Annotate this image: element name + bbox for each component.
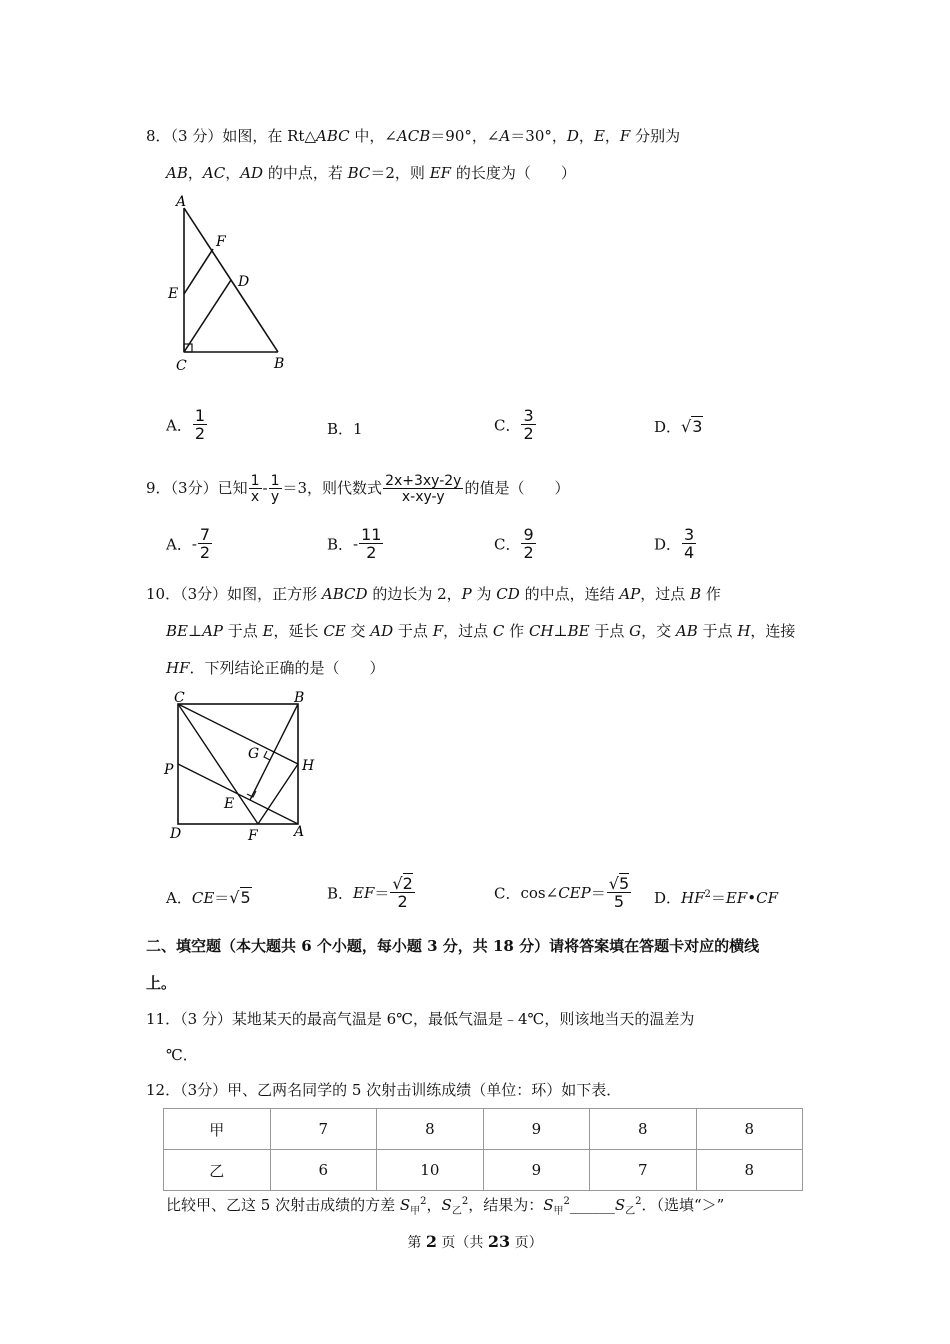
table-cell: 8: [377, 1109, 484, 1150]
q8-option-b: B．1: [327, 420, 363, 438]
q10-option-b: B．EF＝ $\frac{√2}{2}$: [327, 874, 413, 911]
q9-option-c: C． $\frac{9}{2}$: [494, 525, 534, 562]
q8-option-a: A． $\frac{1}{2}$: [166, 406, 206, 443]
table-cell: 7: [590, 1150, 696, 1191]
table-cell: 9: [483, 1109, 589, 1150]
q10-option-c: C．cos∠CEP＝ $\frac{√5}{5}$: [494, 874, 630, 911]
q10-label-B: B: [294, 690, 305, 706]
q9-option-a: A．- $\frac{7}{2}$: [166, 525, 211, 562]
table-row: [164, 1150, 803, 1191]
q10-label-P: P: [164, 762, 174, 778]
table-row: [164, 1109, 803, 1150]
q11-line-1: 11．（3 分）某地某天的最高气温是 6℃，最低气温是﹣4℃，则该地当天的温差为: [146, 1010, 695, 1028]
q10-line-3: HF．下列结论正确的是（ ）: [166, 659, 385, 677]
table-cell: 6: [270, 1150, 376, 1191]
q11-line-2: ℃．: [166, 1046, 198, 1064]
q8-label-E: E: [168, 286, 179, 302]
q8-line-2: AB，AC，AD 的中点，若 BC＝2，则 EF 的长度为（ ）: [166, 164, 576, 182]
q9-stem: 9．（3分）已知 $\frac{1}{x}$ - $\frac{1}{y}$ ＝3，则代数式 $\frac{2x+3xy-2y}{x-xy-y}$ 的值是（ ）: [146, 473, 570, 505]
q8-label-A: A: [176, 194, 187, 210]
q8-label-D: D: [238, 274, 250, 290]
q9-option-d: D． $\frac{3}{4}$: [654, 525, 695, 562]
q10-label-G: G: [248, 746, 260, 762]
q10-line-1: 10．（3分）如图，正方形 ABCD 的边长为 2，P 为 CD 的中点，连结 AP，过点 B 作: [146, 585, 721, 603]
q8-label-F: F: [216, 234, 226, 250]
q10-label-A: A: [294, 824, 305, 840]
q10-line-2: BE⊥AP 于点 E，延长 CE 交 AD 于点 F，过点 C 作 CH⊥BE 于点 G，交 AB 于点 H，连接: [166, 622, 796, 640]
q10-label-H: H: [302, 758, 315, 774]
table-cell: 8: [696, 1150, 802, 1191]
q8-line-1: 8．（3 分）如图，在 Rt△ABC 中，∠ACB＝90°，∠A＝30°，D，E，F 分别为: [146, 127, 681, 145]
page-number: 2: [425, 1232, 437, 1251]
q10-option-a: A．CE＝√5: [166, 888, 251, 907]
q10-label-D: D: [170, 826, 182, 842]
q10-square-figure: [160, 686, 330, 846]
page-total: 23: [487, 1232, 511, 1251]
q8-label-B: B: [274, 356, 285, 372]
answer-blank[interactable]: ______: [569, 1196, 615, 1214]
section-2-heading-line-2: 上。: [146, 974, 177, 992]
q8-option-c: C． $\frac{3}{2}$: [494, 406, 534, 443]
q12-line-2: 比较甲、乙这 5 次射击成绩的方差 $S_甲^2$，$S_乙^2$，结果为：$S_甲^2\_\_\_\_\_\_S_乙^2$．（选填“＞”: [166, 1196, 725, 1217]
q8-label-C: C: [176, 358, 187, 374]
table-cell: 8: [696, 1109, 802, 1150]
table-cell: 9: [483, 1150, 589, 1191]
q10-label-C: C: [174, 690, 185, 706]
table-cell: 乙: [164, 1150, 271, 1191]
q10-label-F: F: [248, 828, 258, 844]
q12-score-table: [163, 1108, 803, 1191]
q10-label-E: E: [224, 796, 235, 812]
q10-option-d: D．$HF^2=EF•CF$: [654, 889, 779, 907]
table-cell: 甲: [164, 1109, 271, 1150]
page-footer: 第 2 页（共 23 页）: [407, 1232, 543, 1251]
table-cell: 8: [590, 1109, 696, 1150]
table-cell: 7: [270, 1109, 376, 1150]
q12-line-1: 12．（3分）甲、乙两名同学的 5 次射击训练成绩（单位：环）如下表．: [146, 1081, 622, 1099]
q9-option-b: B．- $\frac{11}{2}$: [327, 525, 382, 562]
q8-triangle-figure: [160, 190, 300, 380]
section-2-heading-line-1: 二、填空题（本大题共 6 个小题，每小题 3 分，共 18 分）请将答案填在答题卡对应的横线: [146, 937, 760, 955]
table-cell: 10: [377, 1150, 484, 1191]
q8-option-d: D．√3: [654, 417, 703, 436]
